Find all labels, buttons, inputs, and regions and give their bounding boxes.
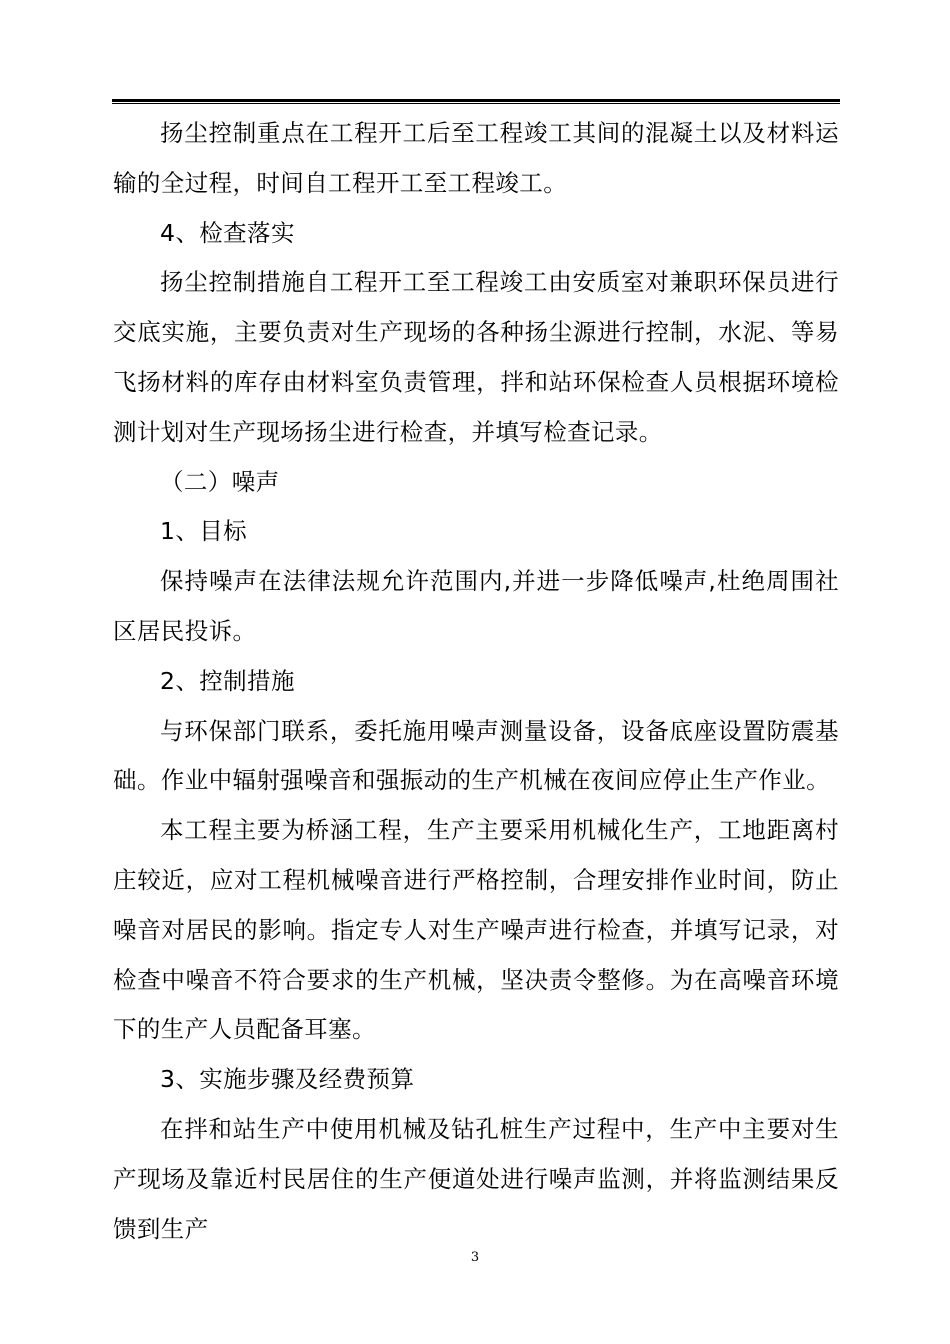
paragraph: 在拌和站生产中使用机械及钻孔桩生产过程中，生产中主要对生产现场及靠近村民居住的生产便道处进行噪声监测，并将监测结果反馈到生产 [113, 1114, 839, 1243]
paragraph: 扬尘控制措施自工程开工至工程竣工由安质室对兼职环保员进行交底实施，主要负责对生产现场的各种扬尘源进行控制，水泥、等易飞扬材料的库存由材料室负责管理，拌和站环保检查人员根据环境检测计划对生产现场扬尘进行检查，并填写检查记录。 [113, 268, 839, 446]
section-heading: 3、实施步骤及经费预算 [160, 1065, 415, 1094]
document-body [113, 109, 839, 1254]
paragraph: 保持噪声在法律法规允许范围内,并进一步降低噪声,杜绝周围社区居民投诉。 [113, 567, 839, 645]
paragraph: 扬尘控制重点在工程开工后至工程竣工其间的混凝土以及材料运输的全过程，时间自工程开工至工程竣工。 [113, 119, 839, 197]
page-number: 3 [470, 1250, 480, 1265]
section-heading: （二）噪声 [160, 467, 280, 496]
paragraph: 与环保部门联系，委托施用噪声测量设备，设备底座设置防震基础。作业中辐射强噪音和强振动的生产机械在夜间应停止生产作业。 [113, 716, 839, 795]
section-heading: 2、控制措施 [160, 666, 295, 695]
section-heading: 4、检查落实 [160, 218, 295, 247]
paragraph: 本工程主要为桥涵工程，生产主要采用机械化生产，工地距离村庄较近，应对工程机械噪音进行严格控制，合理安排作业时间，防止噪音对居民的影响。指定专人对生产噪声进行检查，并填写记录，对检查中噪音不符合要求的生产机械，坚决责令整修。为在高噪音环境下的生产人员配备耳塞。 [113, 816, 839, 1044]
header-rule [112, 99, 840, 104]
section-heading: 1、目标 [160, 517, 248, 546]
